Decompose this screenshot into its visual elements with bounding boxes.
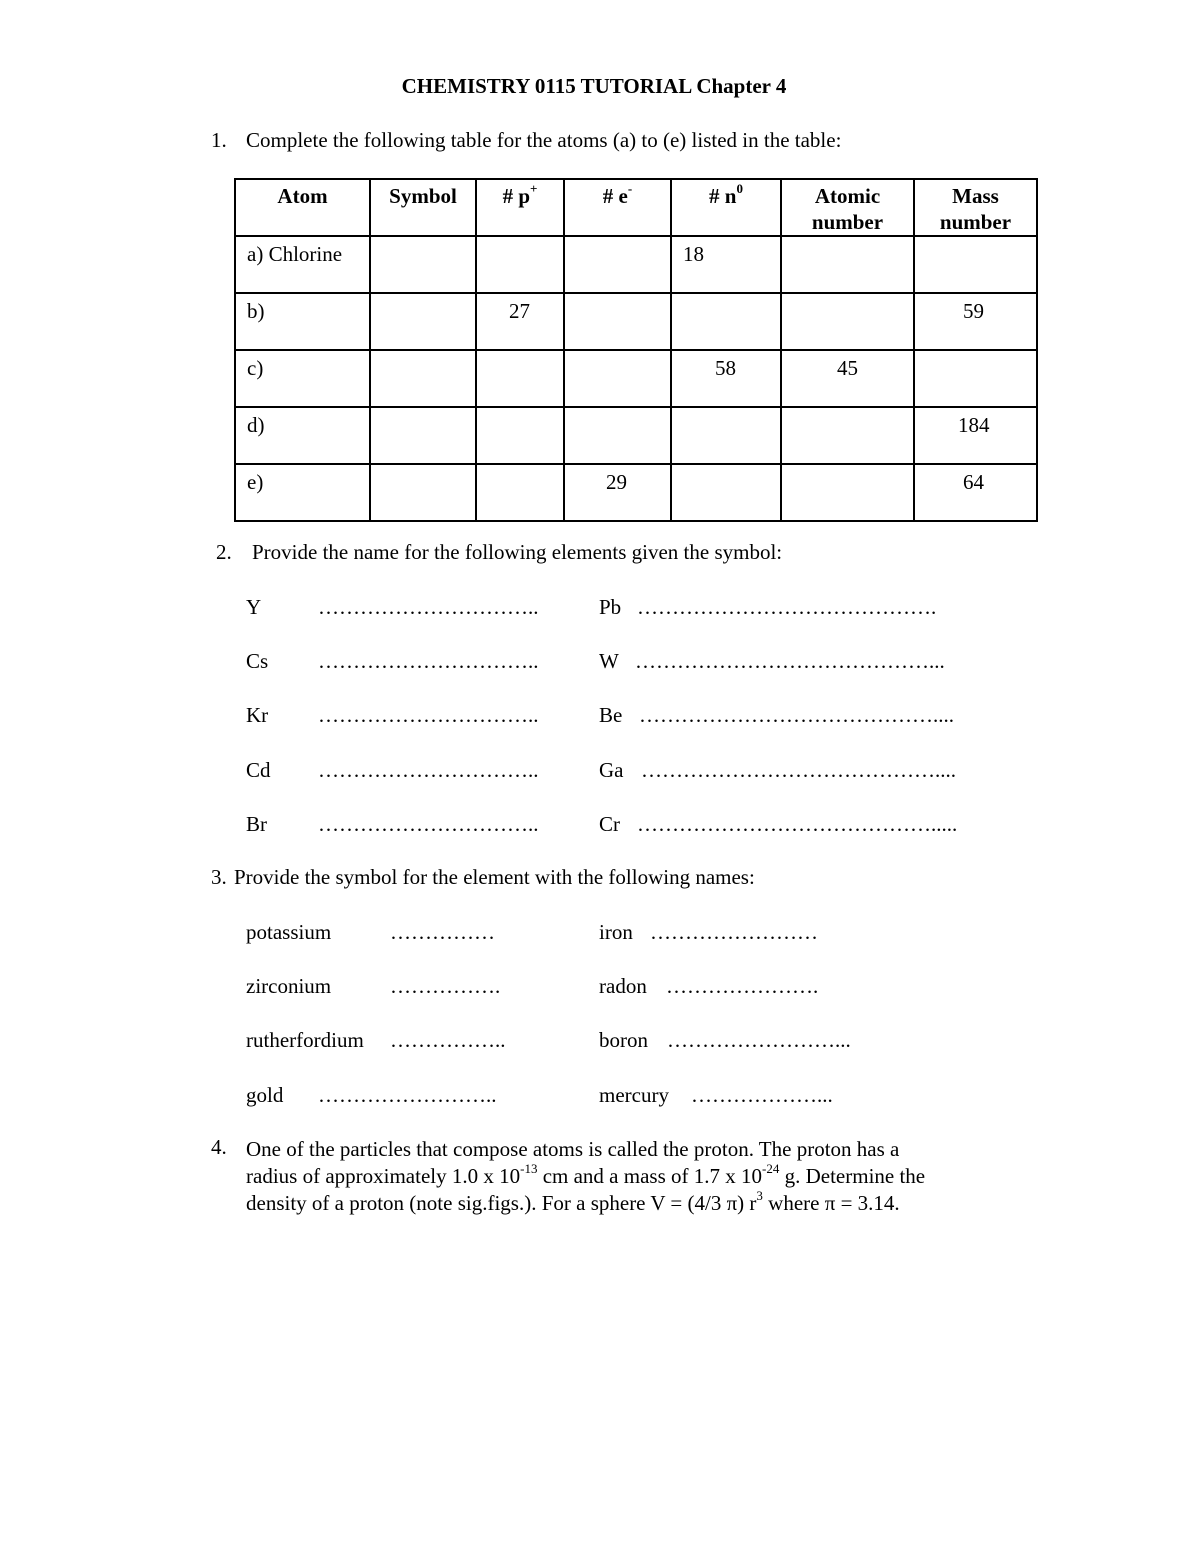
cell-electrons: 29 xyxy=(564,464,671,521)
q2-answer-blank[interactable]: ……………………………………. xyxy=(637,595,937,619)
q3-answer-blank[interactable]: ……………………... xyxy=(667,1028,851,1052)
q3-number: 3. xyxy=(211,865,227,889)
cell-electrons[interactable] xyxy=(564,236,671,293)
page-title: CHEMISTRY 0115 TUTORIAL Chapter 4 xyxy=(401,74,787,98)
header-protons: # p+ xyxy=(476,179,564,236)
cell-symbol[interactable] xyxy=(370,407,476,464)
q3-element-name: mercury xyxy=(599,1083,669,1107)
q3-element-name: iron xyxy=(599,920,633,944)
cell-electrons[interactable] xyxy=(564,350,671,407)
q1-instruction: Complete the following table for the atoms (a) to (e) listed in the table: xyxy=(246,128,842,152)
cell-symbol[interactable] xyxy=(370,464,476,521)
q4-number: 4. xyxy=(211,1135,227,1159)
q2-answer-blank[interactable]: ………………………….. xyxy=(318,812,539,836)
cell-protons[interactable] xyxy=(476,350,564,407)
header-atomic-number: Atomic number xyxy=(781,179,914,236)
q2-symbol: Pb xyxy=(599,595,622,619)
cell-neutrons[interactable] xyxy=(671,464,781,521)
q2-answer-blank[interactable]: ………………………….. xyxy=(318,703,539,727)
table-row xyxy=(235,350,1037,407)
q2-symbol: Cs xyxy=(246,649,269,673)
cell-protons[interactable] xyxy=(476,407,564,464)
q2-answer-blank[interactable]: …………………………………….... xyxy=(641,758,956,782)
header-neutrons: # $n^0$ xyxy=(671,179,781,236)
cell-mass-number: 64 xyxy=(914,464,1037,521)
q2-symbol: Y xyxy=(246,595,262,619)
table-row xyxy=(235,236,1037,293)
q2-answer-blank[interactable]: ……………………………………..... xyxy=(637,812,958,836)
cell-neutrons: 18 xyxy=(671,236,781,293)
cell-mass-number[interactable] xyxy=(914,236,1037,293)
q2-answer-blank[interactable]: ……………………………………... xyxy=(635,649,945,673)
cell-atomic-number[interactable] xyxy=(781,293,914,350)
q3-instruction: Provide the symbol for the element with the following names: xyxy=(234,865,755,889)
q4-line-2: radius of approximately 1.0 x $10^{-13}$ cm and a mass of 1.7 x $10^{-24}$ g. Determine the xyxy=(246,1161,926,1188)
q2-symbol: Kr xyxy=(246,703,269,727)
table-row xyxy=(235,407,1037,464)
header-symbol: Symbol xyxy=(370,179,476,236)
cell-electrons[interactable] xyxy=(564,407,671,464)
atom-table xyxy=(234,178,1038,522)
cell-protons[interactable] xyxy=(476,464,564,521)
cell-electrons[interactable] xyxy=(564,293,671,350)
q3-element-name: radon xyxy=(599,974,647,998)
cell-symbol[interactable] xyxy=(370,293,476,350)
table-header-row xyxy=(235,179,1037,236)
q4-line-3: density of a proton (note sig.figs.). For a sphere V = (4/3 π) $r^3$ where π = 3.14. xyxy=(246,1188,900,1215)
cell-symbol[interactable] xyxy=(370,236,476,293)
cell-atom: d) xyxy=(235,407,370,464)
header-mass-number: Mass number xyxy=(914,179,1037,236)
q3-answer-blank[interactable]: …………….. xyxy=(390,1028,506,1052)
q1-number: 1. xyxy=(211,128,227,152)
cell-symbol[interactable] xyxy=(370,350,476,407)
cell-mass-number: 184 xyxy=(914,407,1037,464)
cell-mass-number: 59 xyxy=(914,293,1037,350)
q4-line-1: One of the particles that compose atoms is called the proton. The proton has a xyxy=(246,1137,900,1161)
q3-answer-blank[interactable]: …………………… xyxy=(650,920,818,944)
q3-answer-blank[interactable]: ……………. xyxy=(390,974,501,998)
cell-mass-number[interactable] xyxy=(914,350,1037,407)
q3-element-name: rutherfordium xyxy=(246,1028,364,1052)
cell-atomic-number[interactable] xyxy=(781,464,914,521)
q3-answer-blank[interactable]: ………………... xyxy=(691,1083,833,1107)
cell-atomic-number[interactable] xyxy=(781,407,914,464)
q3-answer-blank[interactable]: …………………….. xyxy=(318,1083,497,1107)
q2-symbol: Be xyxy=(599,703,623,727)
q2-instruction: Provide the name for the following elements given the symbol: xyxy=(252,540,783,564)
header-electrons: # e- xyxy=(564,179,671,236)
q2-symbol: Ga xyxy=(599,758,624,782)
cell-atomic-number[interactable] xyxy=(781,236,914,293)
q2-answer-blank[interactable]: ………………………….. xyxy=(318,649,539,673)
q2-symbol: Br xyxy=(246,812,267,836)
q3-element-name: potassium xyxy=(246,920,332,944)
cell-atom: a) Chlorine xyxy=(235,236,370,293)
cell-protons[interactable] xyxy=(476,236,564,293)
cell-protons: 27 xyxy=(476,293,564,350)
header-atom: Atom xyxy=(235,179,370,236)
q2-symbol: Cr xyxy=(599,812,620,836)
q3-element-name: boron xyxy=(599,1028,648,1052)
table-row xyxy=(235,293,1037,350)
cell-atom: c) xyxy=(235,350,370,407)
cell-atom: b) xyxy=(235,293,370,350)
cell-neutrons: 58 xyxy=(671,350,781,407)
q2-symbol: Cd xyxy=(246,758,271,782)
q4-text xyxy=(246,1136,1046,1217)
cell-atomic-number: 45 xyxy=(781,350,914,407)
q2-answer-blank[interactable]: ………………………….. xyxy=(318,595,539,619)
q3-answer-blank[interactable]: …………… xyxy=(390,920,495,944)
cell-neutrons[interactable] xyxy=(671,293,781,350)
q2-answer-blank[interactable]: …………………………………….... xyxy=(639,703,954,727)
table-row xyxy=(235,464,1037,521)
q3-element-name: gold xyxy=(246,1083,284,1107)
cell-neutrons[interactable] xyxy=(671,407,781,464)
q2-number: 2. xyxy=(216,540,232,564)
q3-element-name: zirconium xyxy=(246,974,332,998)
q2-answer-blank[interactable]: ………………………….. xyxy=(318,758,539,782)
q3-answer-blank[interactable]: …………………. xyxy=(666,974,819,998)
q2-symbol: W xyxy=(599,649,619,673)
cell-atom: e) xyxy=(235,464,370,521)
